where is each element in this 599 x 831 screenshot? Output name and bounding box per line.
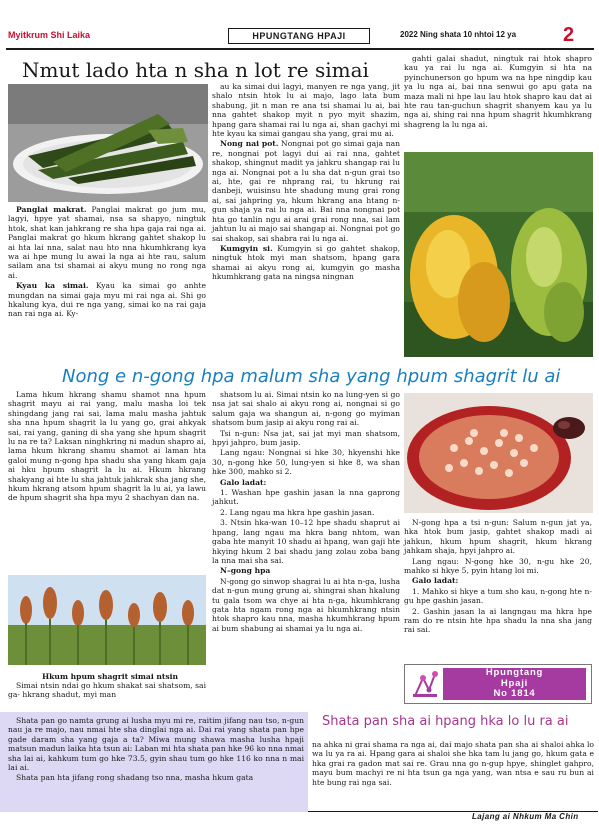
paragraph-text: N-gong hpa a tsi n-gun: Salum n-gun jat ya, hka htok bum jasip, gahtet shakop madi ai jahkun, hkum hpum shagrit, hkum hkrang jahkam shaja, hpyi jahpro ai. (404, 518, 592, 556)
section-label: Myitkrum Shi Laika (8, 30, 91, 40)
publication-title: HPUNGTANG HPAJI (228, 28, 370, 44)
section-subhead: N–gong hpa (220, 566, 271, 576)
paragraph-lead: Kumgyin si. (220, 243, 273, 253)
paragraph-text: Shata pan go namta grung ai lusha myu mi re, raitim jifang nau tso, n-gun nau ja re majo, nau nmai hte sha dinglai nga ai. Dai rai yang shata pan hpe gade daram sha yang gaja a ta? Miwa mung shawa masha lusha hpaji matsun madun laika hta tsun ai: Laban mi hta shata pan hke 96 ko nna nmai sha lai ai, kahkum tum go hke 73.5, gyin shau tum go hke 116 ko nna n mai lai ai. (8, 716, 304, 773)
paragraph-text: Tsi n-gun: Nsa jat, sai jat myi man shatsom, hpyi jahpro, bum jasip. (212, 428, 400, 448)
paragraph-text: 2. Gashin jasan la ai langngau ma hkra hpe ram do re ntsin hte hpa shadu la nna sha jang rai sai. (404, 606, 592, 635)
article3-headline: Shata pan sha ai hpang hka lo lu ra ai (322, 714, 569, 729)
shaded-box-text (8, 716, 304, 784)
article1-column-1 (8, 205, 206, 320)
issue-date: 2022 Ning shata 10 nhtoi 12 ya (400, 30, 517, 39)
paragraph-text: Lang ngau: N-gong hke 30, n-gu hke 20, mahko si hkye 5, pyin htang loi mi. (404, 556, 592, 576)
section-subhead: Galo ladat: (220, 477, 267, 487)
article2-column-2 (212, 390, 400, 634)
section-subhead: Galo ladat: (412, 576, 459, 586)
paragraph-text: 2. Lang ngau ma hkra hpe gashin jasan. (220, 507, 375, 517)
logo-line-1: Hpungtang (485, 667, 544, 678)
article2-column-1-continued (8, 681, 206, 701)
article3-body (312, 740, 594, 788)
pumpkin-dish-photo (404, 393, 593, 513)
paragraph-text: Lama hkum hkrang shamu shamot nna hpum shagrit mayu ai rai yang, malu masha loi tek shingdang jang rai sai, lama malu masha jahtuk sha nna hpum shagrit la lu yang go, grai ahkyak sai, rai yang, ganing di sha yang she hpum shagrit lu na re ta? Laksan ninghkring ni madun shapro ai, lama hkum hkrang shamu shamot ai laman hta galoi mung n-gong hpa shadu sha yang hkam gaja ai hku hpum shagrit la lu ai. Hkum hkrang shakyang ai hte lu sha jahtuk jahkrak sha jang she, hkum hkrang atsom hpum shagrit la lu ai, ya lawu de hpum shagrit sha hpa myu 2 shachyan dan na. (8, 390, 206, 503)
logo-line-3: No 1814 (493, 688, 536, 699)
paragraph-lead: Panglai makrat. (16, 205, 87, 214)
paragraph-text: Shata pan hta jifang rong shadang tso nna, masha hkum gata (16, 773, 254, 783)
author-credit: Lajang ai Nhkum Ma Chin (472, 812, 579, 821)
paragraph-text: N-gong go sinwop shagrai lu ai hta n-ga, lusha dat n-gun mung grung ai, shingrai shan hkalung tu gala tsom wa chye ai hta n-ga, hkumhkrang gata hta ngam rong nga ai hkumhkrang ntsin htok shapro kau nna, masha hkumhkrang hpum ai bum shabung ai shamai ya lu nga ai. (212, 576, 400, 633)
gourd-photo (404, 152, 593, 357)
flower-emblem-icon (409, 668, 441, 700)
paragraph-text: Simai ntsin ndai go hkum shakat sai shatsom, sai ga- hkrang shadut, myi man (8, 681, 206, 700)
logo-text (443, 668, 586, 700)
paragraph-text: Panglai makrat go jum mu, lagyi, hpye yat shamai, nsa sa shapyo, ningtuk htok, shat kan jahkrang re sha hpa gaja rai nga ai. Panglai makrat go hkum hkrang gahtet shakop lu ai hta lai nna, salat nau hto nna hkumhkrang kya wa ai hpe mung lu awai la nga ai hte rau, salum sailam ana tsi shamai ai akyu mung no rong nga ai. (8, 205, 206, 280)
page-number: 2 (563, 24, 575, 46)
paragraph-text: na ahka ni grai shama ra nga ai, dai majo shata pan sha ai shaloi ahka lo wa lu ya ra ai. Hpang gara ai shaloi she hka tam lu jang go, hkum gata e hka grai ra gadon mat sai re. Grau nna go n-gup hpye, shinglet gahpro, mayu bum machyi re ni hta tsun ga nga yang, wan ntsa e sau ru bun ai hte bung rai nga sai. (312, 740, 594, 787)
article2-headline: Nong e n-gong hpa malum sha yang hpum shagrit lu ai (62, 366, 561, 387)
paragraph-text: shatsom lu ai. Simai ntsin ko na lung-yen si go nsa jat sai shalo ai akyu rong ai, nongnai si go salum gaja wa shangun ai, n-gong go myiman shatsom bum jasip ai akyu rong rai ai. (212, 390, 400, 428)
hpungtang-hpaji-logo (404, 664, 592, 704)
paragraph-text: Kyau ka simai go anhte mungdan na simai gaja myu mi rai nga ai. Shi go hkalung kya, dui re nga yang, simai ko na rai gaja nan rai nga ai. Ky- (8, 281, 206, 319)
grain-photo (8, 575, 206, 665)
header-rule (6, 48, 594, 50)
article2-column-3 (404, 518, 592, 636)
paragraph-text: 3. Ntsin hka-wan 10–12 hpe shadu shaprut ai hpang, lang ngau ma hkra bang nhtom, wan gaba hte manyit 10 shadu ai hpang, wan gaji hte hkying hkum 2 bai shadu jang zolau zoba bang la nna mai sha sai. (212, 518, 400, 565)
article1-column-2 (212, 82, 400, 283)
paragraph-text: Lang ngau: Nongnai si hke 30, hkyenshi hke 30, n-gong hke 50, lung-yen si hke 8, wa shan hke 300, mahko si 2. (212, 448, 400, 477)
paragraph-lead: Nong nai pot. (220, 139, 279, 149)
paragraph-text: Kumgyin si go gahtet shakop, ningtuk htok myi man shatsom, hpang gara shamai ai akyu rong ai, kumgyin go masha hkumhkrang gata na ningsa ningnan (212, 243, 400, 282)
paragraph-text: gahti galai shadut, ningtuk rai htok shapro kau ya rai lu nga ai. Kumgyin si hta na pyinchunerson go hpum wa na hpe ningdip kau ya lu nga ai, bai nna senwui go apu gata na maza mali ni hpe lau lau htok shapro kau dat ai hte rau tan-guchun shagrit shanyem kau ya lu nga ai, shing rai nna hpum shagrit hkumhkrang shagreng la lu nga ai. (404, 54, 592, 129)
paragraph-lead: Kyau ka simai. (16, 281, 89, 291)
article1-headline: Nmut lado hta n sha n lot re simai (22, 58, 369, 82)
paragraph-text: 1. Mahko si hkye a tum sho kau, n-gong hte n-gu hpe gashin jasan. (404, 586, 592, 606)
article1-column-3 (404, 54, 592, 130)
photo-caption: Hkum hpum shagrit simai ntsin (42, 672, 179, 681)
paragraph-text: 1. Washan hpe gashin jasan la nna gaprong jahkut. (212, 488, 400, 507)
paragraph-text: au ka simai dui lagyi, manyen re nga yang, jit shalo ntsin htok lu ai majo, lago lata bum shabung, jit n man re ana tsi shamai lu ai, bai nna gahtet shakop myit n pyo myit shazim, hpang gara shamai rai lu nga ai, shan gachyi mi hte kyau ka simai gangau sha yang, grai mu ai. (212, 82, 400, 139)
paragraph-text: Nongnai pot go simai gaja nan re, nongnai pot lagyi dui ai rai nna, gahtet shakop, shingnut madit ya jahkru shangap rai lu nga ai. Nongnai pot a lu sha dat n-gun grai tso ai, hte, gai re nhprang rai, tu hkrung rai danbeji, wuisinsu hte shadung mung grai rong ai, sai jahpring ya, hkum hkrang ana htang n-gun shaja ya rai lu nga ai. Bai nna nongnai pot hta go tanlin ngu ai arai grai rong nna, sai lam jahtun lu ai majo sai shangap ai. Nongnai pot go sai shakop, sai shabra rai lu nga ai. (212, 139, 400, 243)
logo-line-2: Hpaji (500, 677, 529, 689)
article2-column-1 (8, 390, 206, 504)
seaweed-photo (8, 84, 208, 202)
